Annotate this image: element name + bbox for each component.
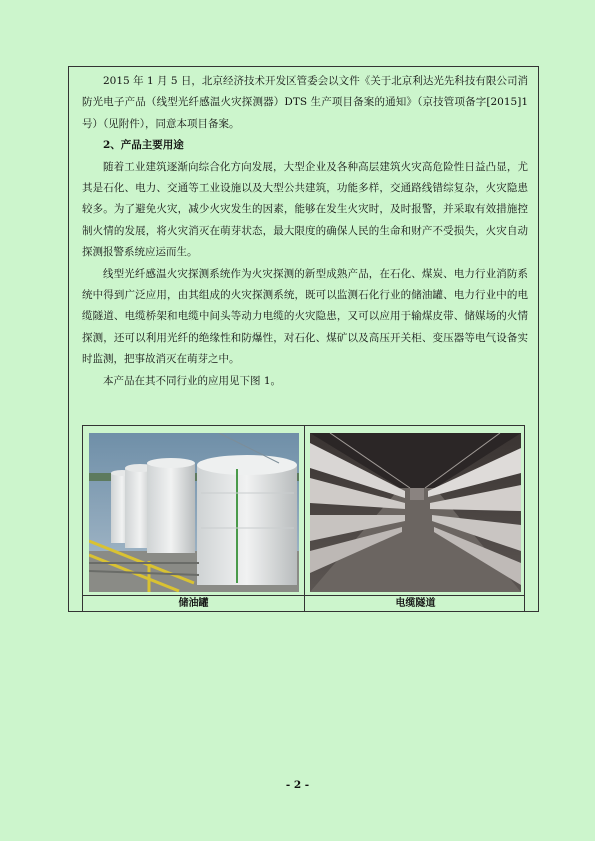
paragraph-figure-ref: 本产品在其不同行业的应用见下图 1。: [103, 374, 282, 387]
paragraph-background: 随着工业建筑逐渐向综合化方向发展，大型企业及各种高层建筑火灾高危险性日益凸显，尤其是石化、电力、交通等工业设施以及大型公共建筑，功能多样，交通路线错综复杂，火灾隐患较多。为了避免火灾，减少火灾发生的因素，能够在发生火灾时，及时报警，并采取有效措施控制火情的发展，将火灾消灭在萌芽状态，最大限度的确保人民的生命和财产不受损失，火灾自动探测报警系统应运而生。: [82, 160, 528, 259]
body-text: [82, 71, 528, 392]
cable-tunnel-photo: [310, 433, 521, 592]
cable-tunnel-caption: 电缆隧道: [395, 598, 436, 609]
page-number: - 2 -: [285, 779, 310, 791]
oil-tank-caption: 储油罐: [178, 598, 209, 609]
oil-tank-photo: [89, 433, 299, 592]
figure-table: [82, 425, 525, 612]
paragraph-applications: 线型光纤感温火灾探测系统作为火灾探测的新型成熟产品，在石化、煤炭、电力行业消防系统中得到广泛应用，由其组成的火灾探测系统，既可以监测石化行业的储油罐、电力行业中的电缆隧道、电缆桥架和电缆中间头等动力电缆的火灾隐患，又可以应用于输煤皮带、储媒场的火情探测，还可以利用光纤的绝缘性和防爆性，对石化、煤矿以及高压开关柜、变压器等电气设备实时监测，把事故消灭在萌芽之中。: [82, 267, 528, 366]
paragraph-filing: 2015 年 1 月 5 日，北京经济技术开发区管委会以文件《关于北京利达光先科技有限公司消防光电子产品（线型光纤感温火灾探测器）DTS 生产项目备案的通知》（京技管项备字[2015]1 号）（见附件），同意本项目备案。: [82, 75, 528, 130]
section-heading: 2、产品主要用途: [103, 139, 184, 152]
figure-divider-vertical: [304, 426, 305, 611]
